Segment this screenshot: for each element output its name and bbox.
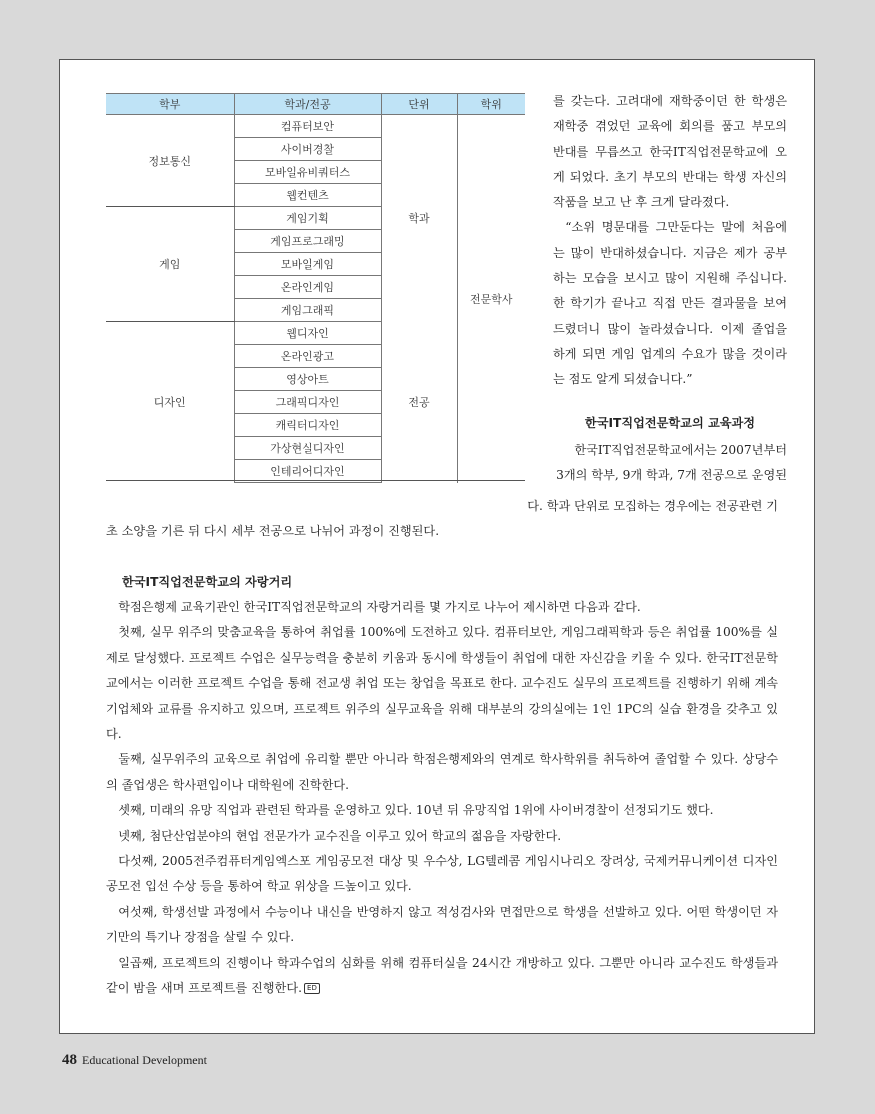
dept-cell: 게임	[106, 207, 234, 322]
strengths-section	[106, 570, 778, 1002]
section-heading-curriculum: 한국IT직업전문학교의 교육과정	[584, 415, 756, 430]
paragraph-line: 3개의 학부, 9개 학과, 7개 전공으로 운영된	[556, 467, 787, 482]
table-row	[106, 115, 525, 138]
paragraph: 첫째, 실무 위주의 맞춤교육을 통하여 취업률 100%에 도전하고 있다. 컴퓨터보안, 게임그래픽학과 등은 취업률 100%를 실제로 달성했다. 프로젝트 수업은 실무능력을 충분히 키움과 동시에 학생들이 취업에 대한 자신감을 키울 수 있다. 한국IT전문학교에서는 이러한 프로젝트 수업을 통해 전교생 취업 또는 창업을 목표로 한다. 교수진도 실무의 프로젝트를 진행하기 위해 계속 기업체와 교류를 유지하고 있으며, 프로젝트 위주의 실무교육을 위해 대부분의 강의실에는 1인 1PC의 실습 환경을 갖추고 있다.	[106, 625, 778, 742]
major-cell: 캐릭터디자인	[234, 414, 381, 437]
major-cell: 온라인광고	[234, 345, 381, 368]
curriculum-table	[106, 93, 525, 483]
major-cell: 컴퓨터보안	[234, 115, 381, 138]
major-cell: 모바일유비쿼터스	[234, 161, 381, 184]
paragraph-text: 일곱째, 프로젝트의 진행이나 학과수업의 심화를 위해 컴퓨터실을 24시간 개방하고 있다. 그뿐만 아니라 교수진도 학생들과 같이 밤을 새며 프로젝트를 진행한다.	[106, 955, 778, 996]
end-mark-icon: ED	[304, 983, 320, 994]
header-dept: 학부	[106, 94, 234, 115]
header-major: 학과/전공	[234, 94, 381, 115]
major-cell: 게임프로그래밍	[234, 230, 381, 253]
wrap-line: 다. 학과 단위로 모집하는 경우에는 전공관련 기	[527, 499, 778, 513]
major-cell: 게임그래픽	[234, 299, 381, 322]
major-cell: 그래픽디자인	[234, 391, 381, 414]
header-degree: 학위	[457, 94, 525, 115]
section-heading-strengths: 한국IT직업전문학교의 자랑거리	[122, 575, 293, 589]
major-cell: 영상아트	[234, 368, 381, 391]
major-cell: 게임기획	[234, 207, 381, 230]
paragraph: 넷째, 첨단산업분야의 현업 전문가가 교수진을 이루고 있어 학교의 젊음을 자랑한다.	[118, 828, 562, 843]
paragraph: 학점은행제 교육기관인 한국IT직업전문학교의 자랑거리를 몇 가지로 나누어 제시하면 다음과 같다.	[118, 600, 641, 614]
magazine-name: Educational Development	[82, 1053, 207, 1067]
major-cell: 인테리어디자인	[234, 460, 381, 483]
dept-cell: 디자인	[153, 396, 186, 410]
paragraph: 다섯째, 2005전주컴퓨터게임엑스포 게임공모전 대상 및 우수상, LG텔레콤 게임시나리오 장려상, 국제커뮤니케이션 디자인공모전 입선 수상 등을 통하여 학교 위상을 드높이고 있다.	[106, 854, 778, 894]
paragraph-last	[106, 951, 778, 1002]
paragraph: 여섯째, 학생선발 과정에서 수능이나 내신을 반영하지 않고 적성검사와 면접만으로 학생을 선발하고 있다. 어떤 학생이던 자기만의 특기나 장점을 살릴 수 있다.	[106, 904, 778, 945]
degree-cell: 전문학사	[469, 292, 513, 306]
wrap-line: 초 소양을 기른 뒤 다시 세부 전공으로 나뉘어 과정이 진행된다.	[106, 524, 440, 538]
table-bottom-rule	[106, 480, 525, 481]
paragraph: 둘째, 실무위주의 교육으로 취업에 유리할 뿐만 아니라 학점은행제와의 연계로 학사학위를 취득하여 졸업할 수 있다. 상당수의 졸업생은 학사편입이나 대학원에 진학한다.	[106, 752, 778, 792]
quote-paragraph: “소위 명문대를 그만둔다는 말에 처음에는 많이 반대하셨습니다. 지금은 제가 공부하는 모습을 보시고 많이 지원해 주십니다. 한 학기가 끝나고 직접 만든 결과물을 보여드렸더니 많이 놀라셨습니다. 이제 졸업을 하게 되면 게임 업계의 수요가 많을 것이라는 점도 알게 되셨습니다.”	[553, 220, 787, 387]
header-unit: 단위	[381, 94, 457, 115]
right-column	[553, 89, 787, 488]
page-footer	[62, 1052, 207, 1069]
paragraph-line: 한국IT직업전문학교에서는 2007년부터	[574, 442, 787, 457]
major-cell: 웹컨텐츠	[234, 184, 381, 207]
paragraph: 셋째, 미래의 유망 직업과 관련된 학과를 운영하고 있다. 10년 뒤 유망직업 1위에 사이버경찰이 선정되기도 했다.	[118, 803, 714, 818]
dept-cell: 정보통신	[106, 115, 234, 207]
page-number: 48	[62, 1052, 77, 1068]
major-cell: 사이버경찰	[234, 138, 381, 161]
page	[59, 59, 815, 1034]
unit-cell-dept: 학과	[381, 115, 457, 322]
paragraph: 를 갖는다. 고려대에 재학중이던 한 학생은 재학중 겪었던 교육에 회의를 품고 부모의 반대를 무릅쓰고 한국IT직업전문학교에 오게 되었다. 초기 부모의 반대는 학생 자신의 작품을 보고 난 후 크게 달라졌다.	[553, 94, 787, 210]
major-cell: 모바일게임	[234, 253, 381, 276]
major-cell: 가상현실디자인	[234, 437, 381, 460]
major-cell: 웹디자인	[234, 322, 381, 345]
major-cell: 온라인게임	[234, 276, 381, 299]
unit-cell-major: 전공	[381, 322, 457, 483]
table-header-row	[106, 94, 525, 115]
